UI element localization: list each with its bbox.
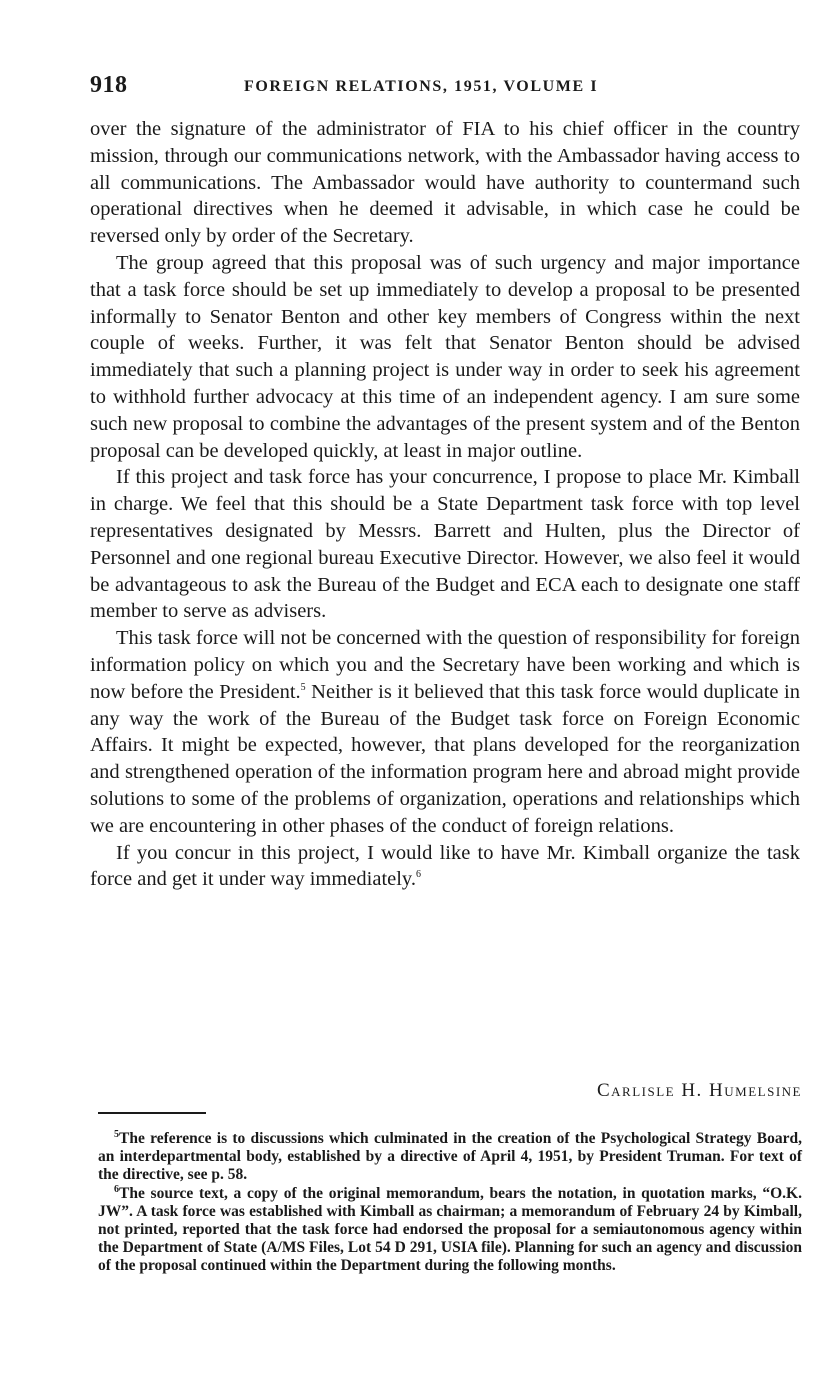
- footnote-6-text: The source text, a copy of the original memorandum, bears the notation, in quotation marks, “O.K. JW”. A task force was established with Kimball as chairman; a memorandum of February 24 by Kimball, not printed, reported that the task force had endorsed the proposal for a semiautonomous agency within the Department of State (A/MS Files, Lot 54 D 291, USIA file). Planning for such an agency and discussion of the proposal continued within the Department during the following months.: [98, 1184, 802, 1275]
- footnote-6-marker: 6: [114, 1183, 119, 1195]
- footnote-5-marker: 5: [114, 1128, 119, 1140]
- footnotes: [98, 1130, 802, 1276]
- paragraph-4: [90, 625, 800, 839]
- paragraph-3: If this project and task force has your concurrence, I propose to place Mr. Kimball in charge. We feel that this should be a State Department task force with top level representatives designated by Messrs. Barrett and Hulten, plus the Director of Personnel and one regional bureau Executive Director. However, we also feel it would be advantageous to ask the Bureau of the Budget and ECA each to designate one staff member to serve as advisers.: [90, 466, 800, 623]
- footnote-ref-5[interactable]: 5: [300, 681, 306, 693]
- footnote-5: [98, 1130, 802, 1185]
- paragraph-4-text-b: Neither is it believed that this task force would duplicate in any way the work of the Bureau of the Budget task force on Foreign Economic Affairs. It might be expected, however, that plans developed for the reorganization and strengthened operation of the information program here and abroad might provide solutions to some of the problems of organization, operations and relationships which we are encountering in other phases of the conduct of foreign relations.: [90, 680, 800, 837]
- footnote-divider: [98, 1112, 206, 1114]
- page-number: 918: [90, 72, 128, 98]
- paragraph-5: [90, 840, 800, 894]
- footnote-ref-6[interactable]: 6: [415, 869, 421, 881]
- paragraph-5-text: If you concur in this project, I would like to have Mr. Kimball organize the task force and get it under way immediately.: [90, 841, 800, 891]
- body-text: [90, 116, 800, 893]
- paragraph-4-text-a: This task force will not be concerned with the question of responsibility for foreign information policy on which you and the Secretary have been working and which is now before the President.: [90, 627, 800, 703]
- signature: Carlisle H. Humelsine: [596, 1080, 802, 1101]
- paragraph-2: The group agreed that this proposal was of such urgency and major importance that a task force should be set up immediately to develop a proposal to be presented informally to Senator Benton and other key members of Congress within the next couple of weeks. Further, it was felt that Senator Benton should be advised immediately that such a planning project is under way in order to seek his agreement to withhold further advocacy at this time of an independent agency. I am sure some such new proposal to combine the advantages of the present system and of the Benton proposal can be developed quickly, at least in major outline.: [90, 251, 800, 462]
- footnote-5-text: The reference is to discussions which culminated in the creation of the Psychological Strategy Board, an interdepartmental body, established by a directive of April 4, 1951, by President Truman. For text of the directive, see p. 58.: [98, 1130, 802, 1184]
- paragraph-1: over the signature of the administrator of FIA to his chief officer in the country mission, through our communications network, with the Ambassador having access to all communications. The Ambassador would have authority to countermand such operational directives when he deemed it advisable, in which case he could be reversed only by order of the Secretary.: [90, 118, 800, 248]
- running-title: FOREIGN RELATIONS, 1951, VOLUME I: [244, 78, 599, 95]
- footnote-6: [98, 1185, 802, 1276]
- running-head: [90, 72, 800, 104]
